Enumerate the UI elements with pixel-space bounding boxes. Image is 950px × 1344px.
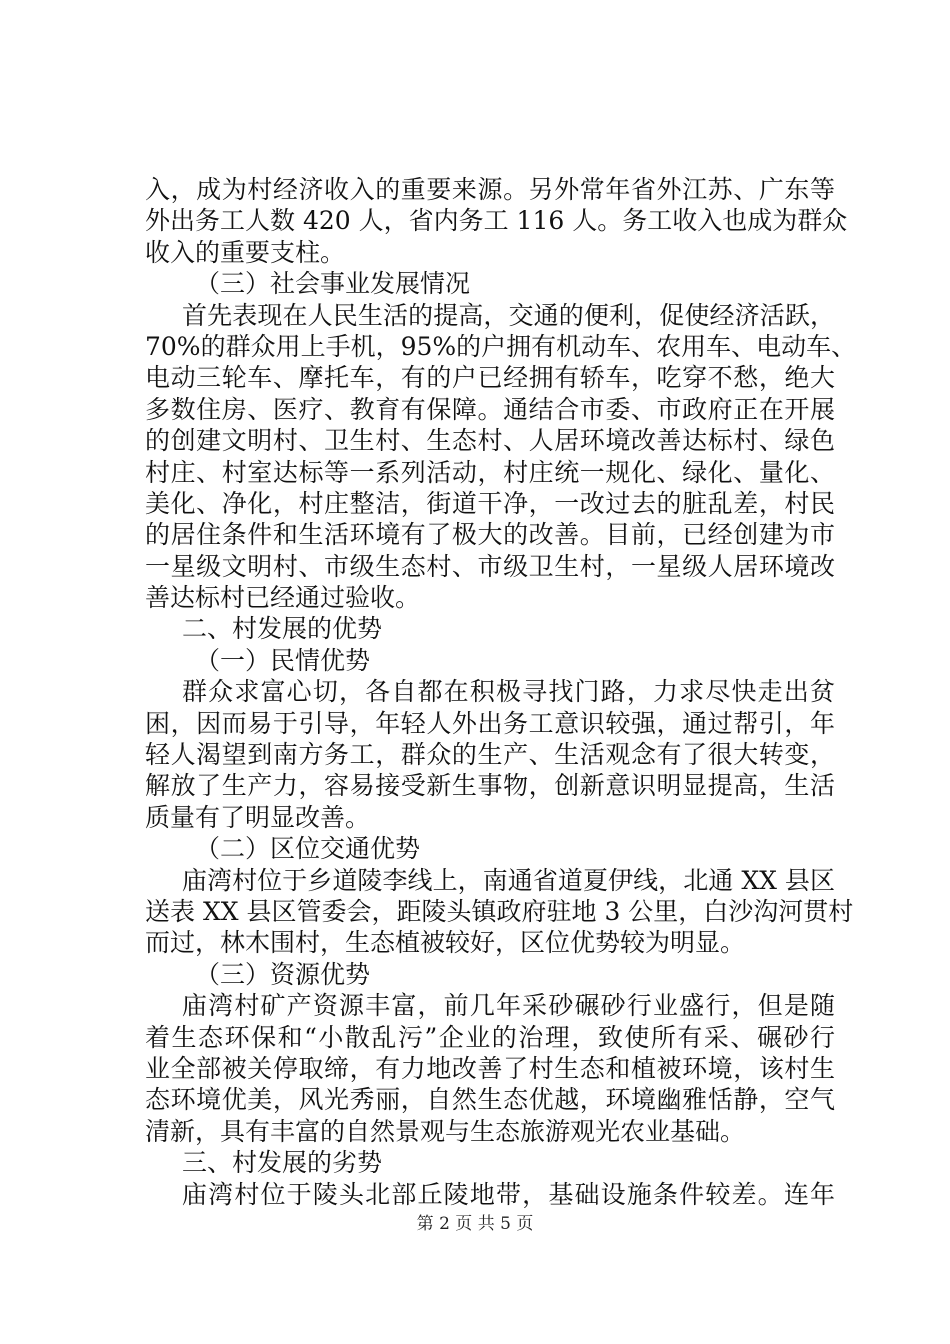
section-heading: 二、村发展的优势 [182,614,383,644]
text-line: 70%的群众用上手机，95%的户拥有机动车、农用车、电动车、 [145,331,857,361]
text-line: 善达标村已经通过验收。 [145,583,421,613]
subsection-heading: （三）资源优势 [195,959,371,989]
text-line: 解放了生产力，容易接受新生事物，创新意识明显提高，生活 [145,771,835,801]
text-line: 电动三轮车、摩托车，有的户已经拥有轿车，吃穿不愁，绝大 [145,363,835,393]
paragraph-start: 首先表现在人民生活的提高，交通的便利，促使经济活跃， [182,300,835,330]
text-line: 困，因而易于引导，年轻人外出务工意识较强，通过帮引，年 [145,708,835,738]
section-heading: 三、村发展的劣势 [182,1148,383,1178]
text-line: 着生态环保和“小散乱污”企业的治理，致使所有采、碾砂行 [145,1022,835,1052]
text-line: 而过，林木围村，生态植被较好，区位优势较为明显。 [145,928,746,958]
paragraph-start: 庙湾村矿产资源丰富，前几年采砂碾砂行业盛行，但是随 [182,991,835,1021]
paragraph-start: 群众求富心切，各自都在积极寻找门路，力求尽快走出贫 [182,677,835,707]
text-line: 一星级文明村、市级生态村、市级卫生村，一星级人居环境改 [145,551,835,581]
subsection-heading: （一）民情优势 [195,645,371,675]
text-line: 业全部被关停取缔，有力地改善了村生态和植被环境，该村生 [145,1053,835,1083]
subsection-heading: （二）区位交通优势 [195,834,421,864]
text-line: 外出务工人数 420 人，省内务工 116 人。务工收入也成为群众 [145,206,848,236]
paragraph-start: 庙湾村位于乡道陵李线上，南通省道夏伊线，北通 XX 县区 [182,865,835,895]
text-line: 质量有了明显改善。 [145,802,371,832]
document-body [145,174,857,1210]
text-line: 送表 XX 县区管委会，距陵头镇政府驻地 3 公里，白沙沟河贯村 [145,896,854,926]
text-line: 收入的重要支柱。 [145,237,346,267]
section-heading: （三）社会事业发展情况 [195,269,471,299]
text-line: 美化、净化，村庄整洁，街道干净，一改过去的脏乱差，村民 [145,488,835,518]
text-line: 轻人渴望到南方务工，群众的生产、生活观念有了很大转变， [145,740,835,770]
paragraph-start: 庙湾村位于陵头北部丘陵地带，基础设施条件较差。连年 [182,1179,835,1209]
text-line: 的创建文明村、卫生村、生态村、人居环境改善达标村、绿色 [145,426,835,456]
text-line: 多数住房、医疗、教育有保障。通结合市委、市政府正在开展 [145,394,835,424]
text-line: 清新，具有丰富的自然景观与生态旅游观光农业基础。 [145,1116,746,1146]
page-footer: 第 2 页 共 5 页 [416,1214,534,1234]
text-line: 入，成为村经济收入的重要来源。另外常年省外江苏、广东等 [145,175,835,204]
text-line: 的居住条件和生活环境有了极大的改善。目前，已经创建为市 [145,520,835,550]
text-line: 村庄、村室达标等一系列活动，村庄统一规化、绿化、量化、 [145,457,835,487]
text-line: 态环境优美，风光秀丽，自然生态优越，环境幽雅恬静，空气 [145,1085,835,1115]
